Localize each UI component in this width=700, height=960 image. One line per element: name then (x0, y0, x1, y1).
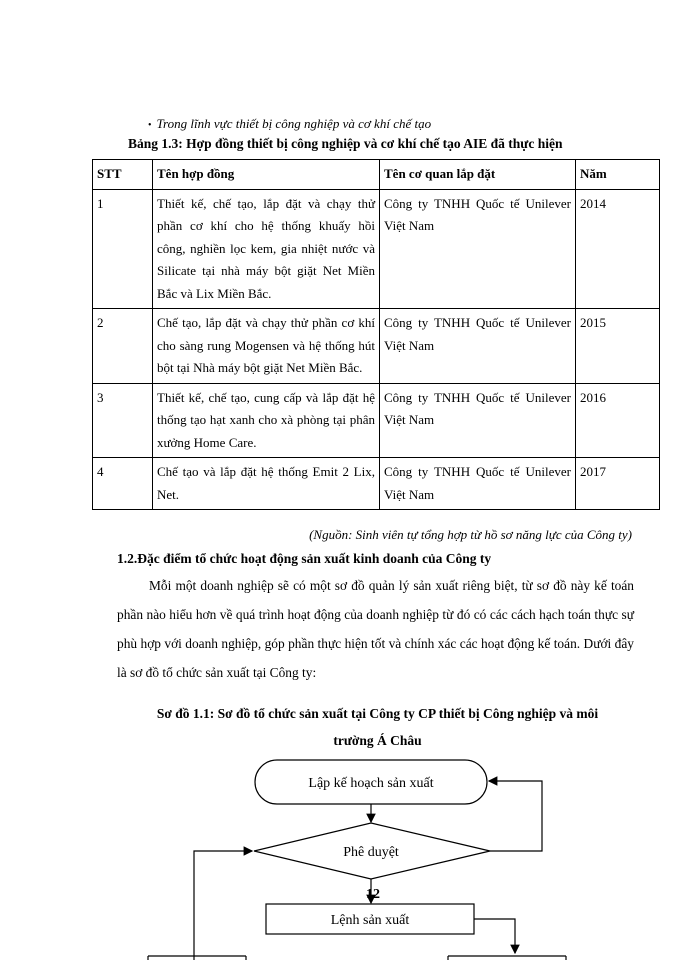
section-heading: 1.2.Đặc điểm tổ chức hoạt động sản xuất kinh doanh của Công ty (117, 551, 492, 566)
cell-year: 2016 (576, 383, 660, 458)
cell-stt: 3 (93, 383, 153, 458)
approve-node-label: Phê duyệt (343, 845, 399, 860)
arrow-order-to-next (474, 919, 515, 953)
diagram-title-line-2: trường Á Châu (333, 733, 422, 748)
table-source-note: (Nguồn: Sinh viên tự tổng hợp từ hồ sơ năng lực của Công ty) (309, 527, 632, 542)
cell-stt: 2 (93, 309, 153, 384)
header-stt: STT (93, 160, 153, 190)
section-paragraph: Mỗi một doanh nghiệp sẽ có một sơ đồ quản lý sản xuất riêng biệt, từ sơ đồ này kế toán phần nào hiểu hơn về quá trình hoạt động của doanh nghiệp từ đó có các cách hạch toán thực sự phù hợp với doanh nghiệp, góp phần thực hiện tốt và chính xác các hoạt động kế toán. Dưới đây là sơ đồ tổ chức sản xuất tại Công ty: (117, 578, 634, 680)
order-node-label: Lệnh sản xuất (330, 913, 410, 928)
cell-agency: Công ty TNHH Quốc tế Unilever Việt Nam (380, 383, 576, 458)
plan-node-label: Lập kế hoạch sản xuất (308, 776, 434, 791)
cell-agency: Công ty TNHH Quốc tế Unilever Việt Nam (380, 189, 576, 309)
cell-contract: Chế tạo, lắp đặt và chạy thử phần cơ khí cho sàng rung Mogensen và hệ thống hút bột tại Nhà máy bột giặt Net Miền Bắc. (153, 309, 380, 384)
cell-agency: Công ty TNHH Quốc tế Unilever Việt Nam (380, 458, 576, 510)
diagram-title-line-1: Sơ đồ 1.1: Sơ đồ tổ chức sản xuất tại Công ty CP thiết bị Công nghiệp và môi (156, 706, 599, 721)
cell-stt: 4 (93, 458, 153, 510)
arrow-feedback-right (489, 781, 542, 851)
table-title: Bảng 1.3: Hợp đồng thiết bị công nghiệp và cơ khí chế tạo AIE đã thực hiện (128, 136, 563, 151)
header-contract: Tên hợp đồng (153, 160, 380, 190)
bullet-dot: • (148, 120, 152, 131)
cell-contract: Thiết kế, chế tạo, lắp đặt và chạy thử phần cơ khí cho hệ thống khuấy hồi công, nghiền lọc kem, gia nhiệt nước và Silicate tại nhà máy bột giặt Net Miền Bắc và Lix Miền Bắc. (153, 189, 380, 309)
bullet-text: Trong lĩnh vực thiết bị công nghiệp và cơ khí chế tạo (156, 116, 432, 131)
cell-contract: Chế tạo và lắp đặt hệ thống Emit 2 Lix, Net. (153, 458, 380, 510)
cell-year: 2014 (576, 189, 660, 309)
page-number: 12 (366, 887, 380, 902)
cell-stt: 1 (93, 189, 153, 309)
cell-agency: Công ty TNHH Quốc tế Unilever Việt Nam (380, 309, 576, 384)
header-agency: Tên cơ quan lắp đặt (380, 160, 576, 190)
header-year: Năm (576, 160, 660, 190)
cell-year: 2017 (576, 458, 660, 510)
cell-year: 2015 (576, 309, 660, 384)
arrow-feedback-left (194, 851, 252, 960)
cell-contract: Thiết kế, chế tạo, cung cấp và lắp đặt hệ thống tạo hạt xanh cho xà phòng tại phân xưởng Home Care. (153, 383, 380, 458)
